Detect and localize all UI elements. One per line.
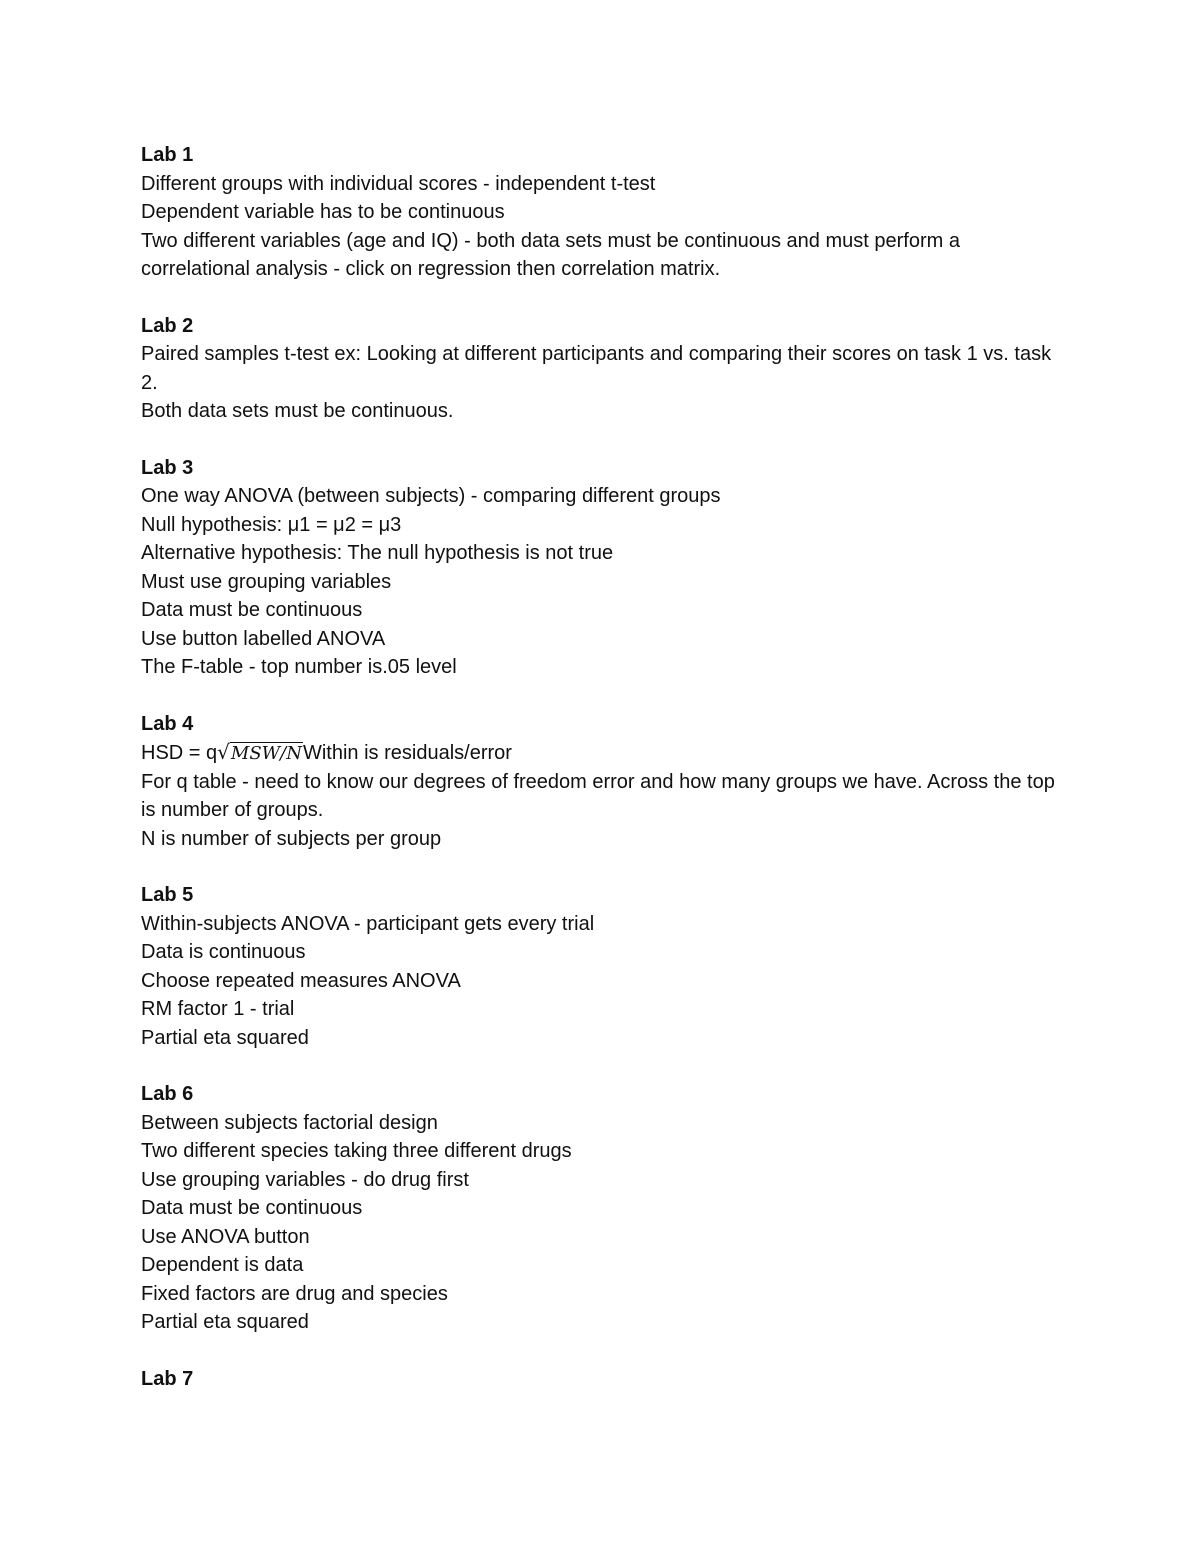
formula-prefix: HSD = q [141, 742, 218, 764]
section-lab-2 [141, 312, 1061, 426]
text-line: Partial eta squared [141, 1026, 309, 1049]
section-heading: Lab 1 [141, 144, 194, 166]
section-heading: Lab 2 [141, 314, 194, 337]
section-heading: Lab 5 [141, 884, 194, 906]
text-line: Alternative hypothesis: The null hypothesis is not true [141, 542, 614, 564]
text-line: Null hypothesis: μ1 = μ2 = μ3 [141, 513, 402, 536]
section-lab-1 [141, 141, 1061, 284]
radicand: MSW/N [230, 743, 302, 764]
hsd-formula-line [141, 738, 1061, 768]
text-line: Paired samples t-test ex: Looking at different participants and comparing their scores on task 1 vs. task 2. [141, 343, 1052, 394]
text-line: Use grouping variables - do drug first [141, 1168, 469, 1191]
document-page [141, 141, 1061, 1421]
text-line: One way ANOVA (between subjects) - comparing different groups [141, 485, 721, 507]
text-line: Choose repeated measures ANOVA [141, 969, 461, 992]
section-heading: Lab 6 [141, 1083, 194, 1105]
section-heading: Lab 4 [141, 712, 194, 735]
text-line: RM factor 1 - trial [141, 998, 295, 1020]
text-line: Data is continuous [141, 941, 306, 963]
section-heading: Lab 3 [141, 456, 194, 479]
section-lab-7 [141, 1365, 1061, 1394]
text-line: Dependent variable has to be continuous [141, 201, 505, 223]
text-line: Use ANOVA button [141, 1225, 310, 1248]
text-line: Two different species taking three different drugs [141, 1140, 572, 1162]
text-line: Two different variables (age and IQ) - both data sets must be continuous and must perform a correlational analysis - click on regression then correlation matrix. [141, 229, 960, 280]
text-line: Use button labelled ANOVA [141, 627, 386, 650]
text-line: Between subjects factorial design [141, 1111, 438, 1134]
text-line: Data must be continuous [141, 599, 363, 621]
text-line: Dependent is data [141, 1254, 304, 1276]
text-line: Both data sets must be continuous. [141, 400, 454, 422]
text-line: Partial eta squared [141, 1311, 309, 1333]
formula-suffix: Within is residuals/error [302, 742, 512, 764]
square-root [217, 738, 303, 768]
section-lab-3 [141, 454, 1061, 682]
text-line: The F-table - top number is.05 level [141, 656, 457, 678]
section-lab-5 [141, 881, 1061, 1052]
section-lab-4 [141, 710, 1061, 854]
text-line: For q table - need to know our degrees of freedom error and how many groups we have. Across the top is number of groups. [141, 770, 1055, 821]
section-heading: Lab 7 [141, 1367, 194, 1390]
radical-sign: √ [217, 740, 230, 764]
section-lab-6 [141, 1080, 1061, 1337]
text-line: Data must be continuous [141, 1197, 363, 1219]
text-line: Fixed factors are drug and species [141, 1282, 448, 1305]
text-line: Different groups with individual scores - independent t-test [141, 172, 656, 195]
text-line: N is number of subjects per group [141, 827, 442, 850]
text-line: Within-subjects ANOVA - participant gets every trial [141, 912, 595, 935]
text-line: Must use grouping variables [141, 570, 392, 593]
